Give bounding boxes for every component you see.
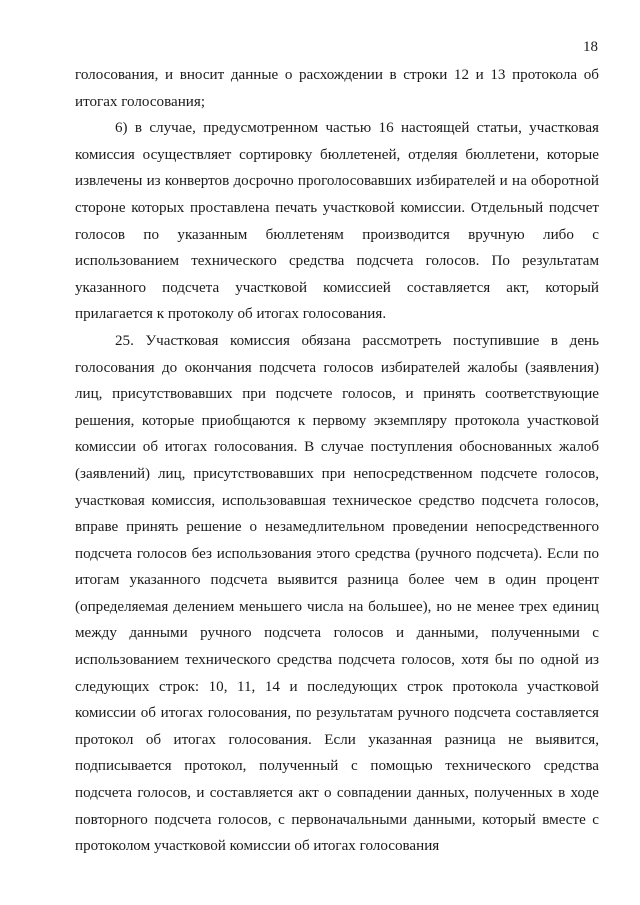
paragraph-continuation: голосования, и вносит данные о расхождении в строки 12 и 13 протокола об итогах голосования; — [75, 67, 599, 110]
paragraph-clause-6: 6) в случае, предусмотренном частью 16 настоящей статьи, участковая комиссия осуществляет сортировку бюллетеней, отделяя бюллетени, которые извлечены из конвертов досрочно проголосовавших избирателей и на оборотной стороне которых проставлена печать участковой комиссии. Отдельный подсчет голосов по указанным бюллетеням производится вручную либо с использованием технического средства подсчета голосов. По результатам указанного подсчета участковой комиссией составляется акт, который прилагается к протоколу об итогах голосования. — [75, 120, 599, 323]
document-body — [75, 62, 599, 860]
paragraph-clause-25: 25. Участковая комиссия обязана рассмотреть поступившие в день голосования до окончания подсчета голосов избирателей жалобы (заявления) лиц, присутствовавших при подсчете голосов, и принять соответствующие решения, которые приобщаются к первому экземпляру протокола участковой комиссии об итогах голосования. В случае поступления обоснованных жалоб (заявлений) лиц, присутствовавших при непосредственном подсчете голосов, участковая комиссия, использовавшая техническое средство подсчета голосов, вправе принять решение о незамедлительном проведении непосредственного подсчета голосов без использования этого средства (ручного подсчета). Если по итогам указанного подсчета выявится разница более чем в один процент (определяемая делением меньшего числа на большее), но не менее трех единиц между данными ручного подсчета голосов и данными, полученными с использованием технического средства подсчета голосов, хотя бы по одной из следующих строк: 10, 11, 14 и последующих строк протокола участковой комиссии об итогах голосования, по результатам ручного подсчета составляется протокол об итогах голосования. Если указанная разница не выявится, подписывается протокол, полученный с помощью технического средства подсчета голосов, и составляется акт о совпадении данных, полученных в ходе повторного подсчета голосов, с первоначальными данными, который вместе с протоколом участковой комиссии об итогах голосования — [75, 332, 599, 855]
page-number: 18 — [583, 39, 598, 55]
